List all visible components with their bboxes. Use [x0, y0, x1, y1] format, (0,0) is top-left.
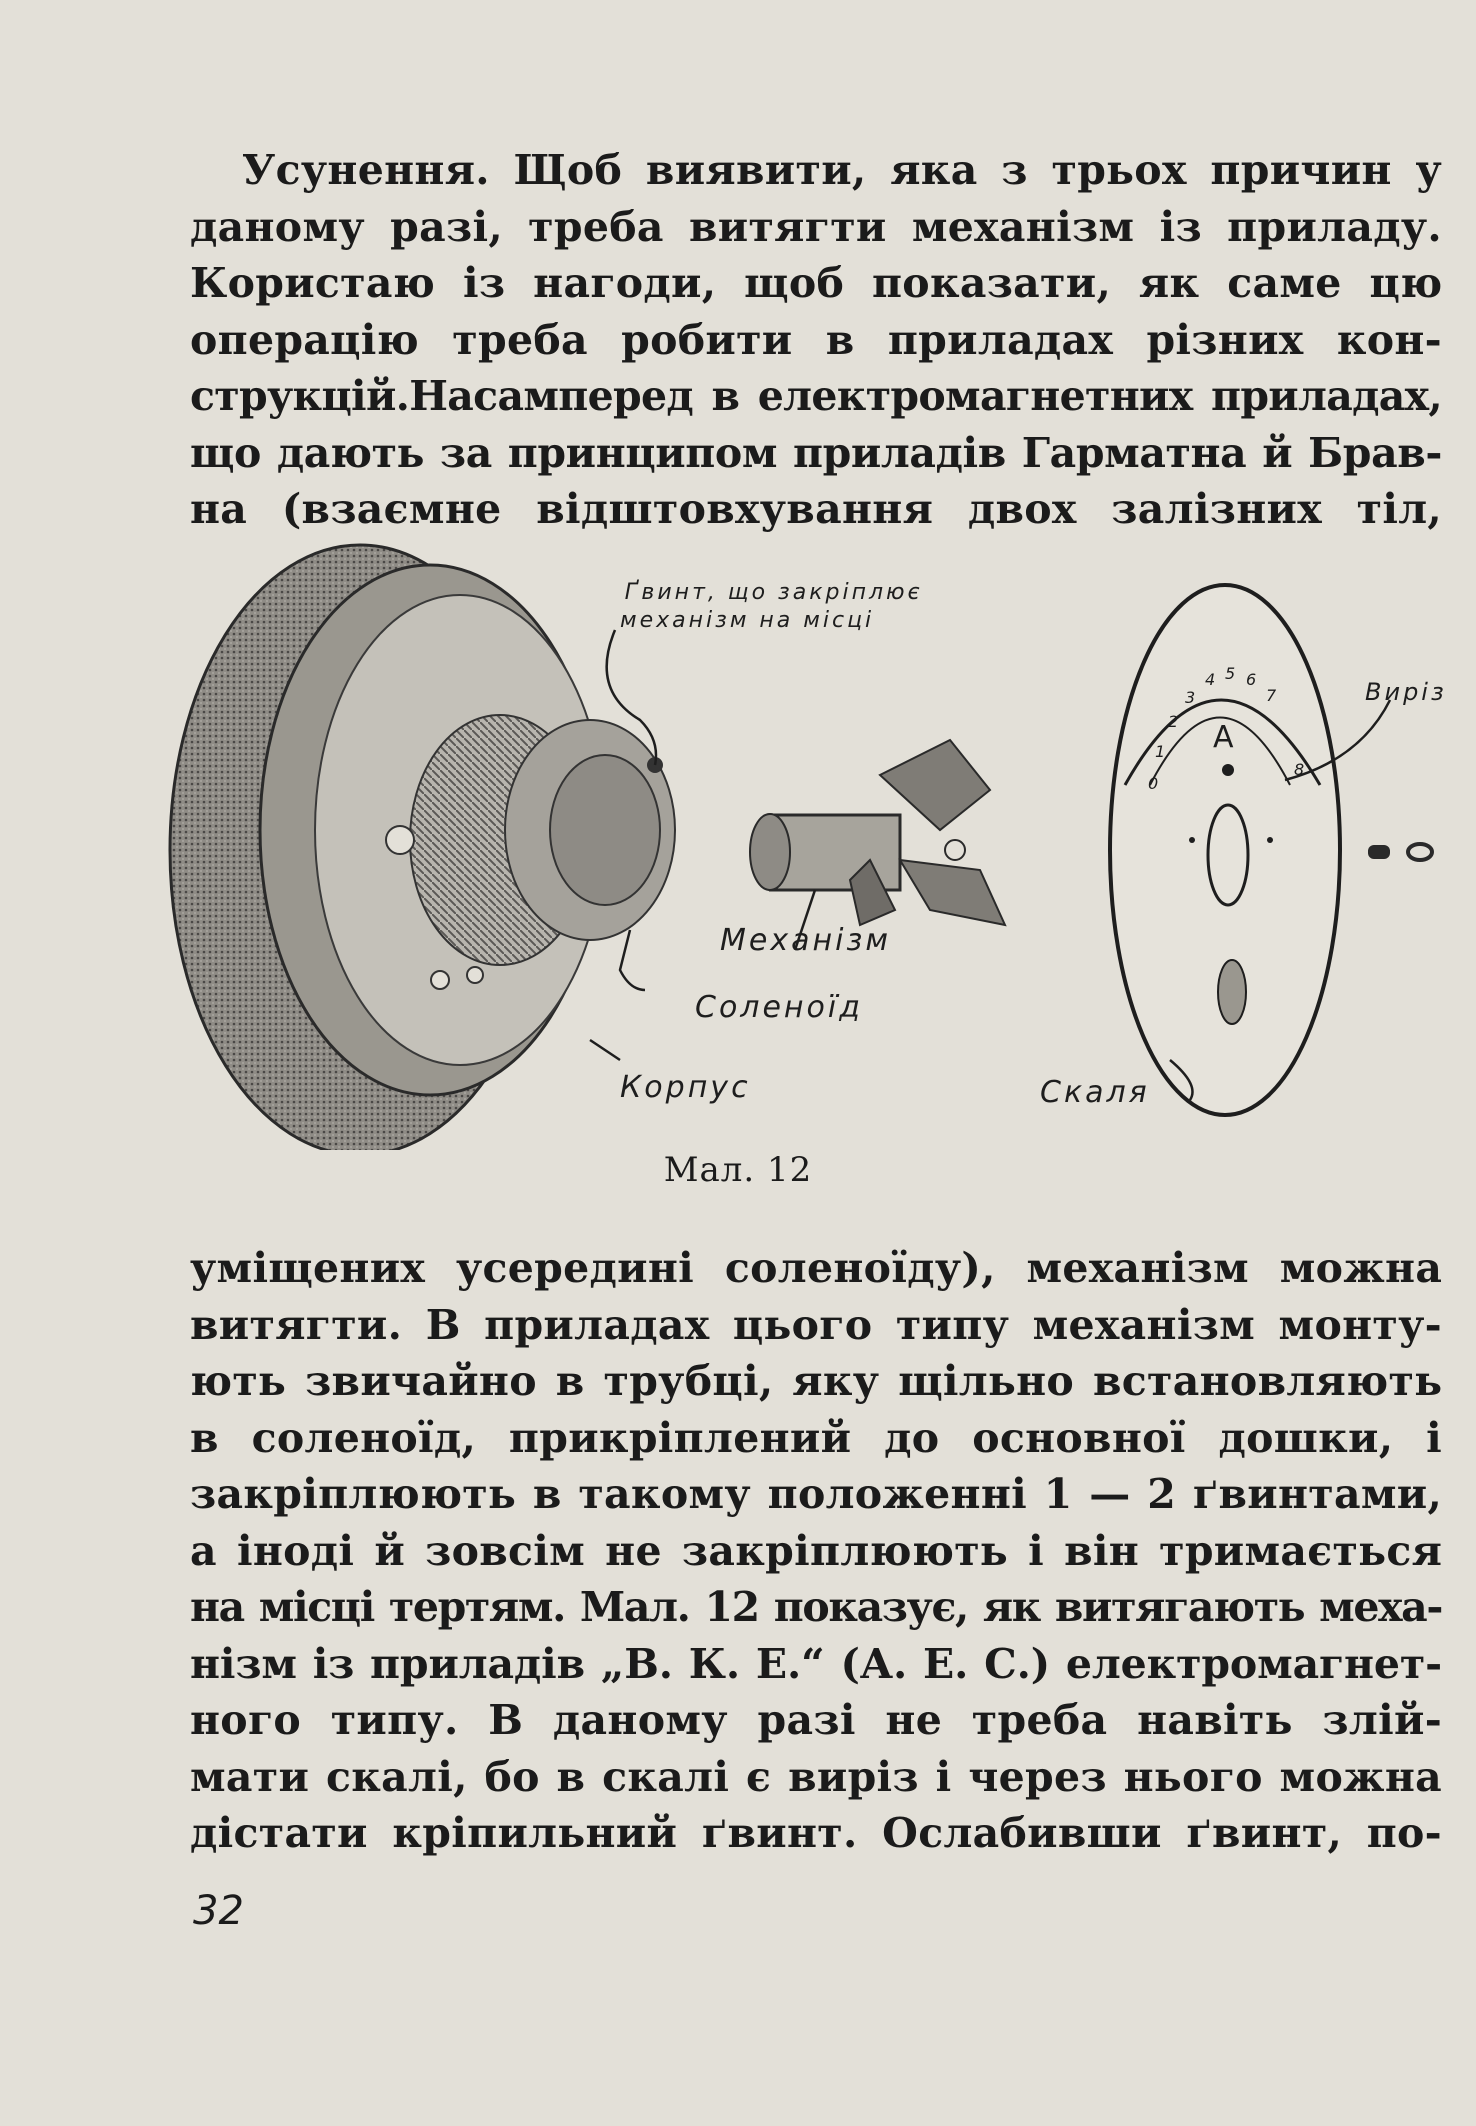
- scale-mark: A: [1213, 720, 1234, 755]
- figure-12: [160, 530, 1460, 1150]
- label-mechanism: Механізм: [720, 923, 892, 958]
- text-line: що дають за принципом приладів Гарматна й Брав-: [190, 428, 1442, 477]
- label-body: Корпус: [620, 1070, 751, 1105]
- scale-digit: 0: [1148, 774, 1159, 793]
- text-line: струкцій.Насамперед в електромагнетних приладах,: [190, 372, 1442, 420]
- label-scale: Скаля: [1040, 1075, 1150, 1110]
- figure-caption: Мал. 12: [663, 1150, 813, 1190]
- text-line: дістати кріпильний ґвинт. Ослабивши ґвинт, по-: [190, 1809, 1442, 1857]
- text-line: в соленоїд, прикріплений до основної дошки, і: [190, 1413, 1442, 1462]
- text-line: мати скалі, бо в скалі є виріз і через нього можна: [190, 1752, 1442, 1801]
- housing-drawing: [170, 545, 675, 1150]
- scale-digit: 1: [1155, 742, 1166, 761]
- label-screw-line2: механізм на місці: [620, 608, 875, 633]
- mechanism-drawing: [750, 740, 1005, 925]
- label-screw: Ґвинт, що закріплює: [625, 580, 923, 605]
- text-line: закріплюють в такому положенні 1 — 2 ґвинтами,: [190, 1470, 1443, 1518]
- text-line: а іноді й зовсім не закріплюють і він тримається: [190, 1526, 1443, 1575]
- text-line: операцію треба робити в приладах різних кон-: [190, 315, 1442, 364]
- scale-digit: 3: [1185, 688, 1196, 707]
- scale-digit: 6: [1246, 670, 1257, 689]
- text-line: ного типу. В даному разі не треба навіть злій-: [190, 1696, 1443, 1744]
- text-line: Користаю із нагоди, щоб показати, як саме цю: [190, 259, 1443, 307]
- scale-digit: 7: [1266, 686, 1277, 705]
- scale-digit: 2: [1168, 712, 1179, 731]
- text-line: уміщених усередині соленоїду), механізм можна: [190, 1244, 1443, 1292]
- paragraph-bottom: [190, 1240, 1442, 1862]
- scale-digit: 8: [1294, 760, 1305, 779]
- scale-digit: 5: [1225, 664, 1236, 683]
- text-line: ють звичайно в трубці, яку щільно встановляють: [190, 1357, 1443, 1405]
- text-line: витягти. В приладах цього типу механізм монту-: [190, 1300, 1442, 1349]
- text-line: нізм із приладів „В. К. Е.“ (А. Е. С.) електромагнет-: [190, 1639, 1442, 1688]
- text-line: Усунення. Щоб виявити, яка з трьох причин у: [242, 146, 1442, 194]
- text-line: на (взаємне відштовхування двох залізних тіл,: [190, 485, 1442, 533]
- label-solenoid: Соленоїд: [695, 990, 863, 1025]
- text-line: даному разі, треба витягти механізм із приладу.: [190, 202, 1442, 251]
- paragraph-top: [190, 142, 1442, 538]
- page-number: 32: [193, 1888, 244, 1934]
- scale-drawing: [1110, 585, 1432, 1115]
- text-line: на місці тертям. Мал. 12 показує, як витягають меха-: [190, 1583, 1442, 1631]
- label-cutout: Виріз: [1365, 678, 1447, 706]
- scale-digit: 4: [1205, 670, 1216, 689]
